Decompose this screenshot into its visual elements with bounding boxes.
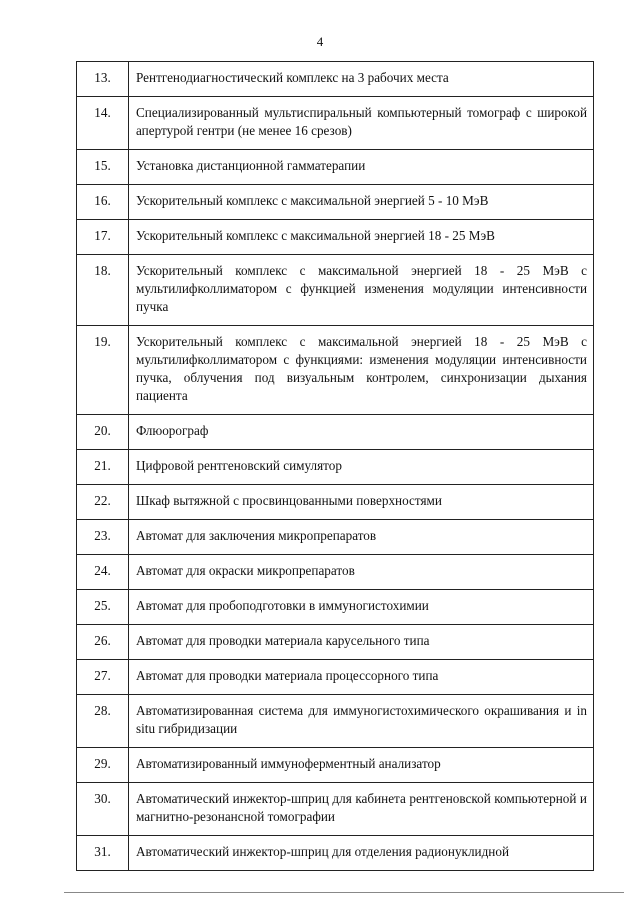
row-text: Автомат для пробоподготовки в иммуногистохимии — [129, 590, 594, 625]
row-number: 28. — [77, 695, 129, 748]
table-row — [77, 255, 594, 326]
table-row — [77, 62, 594, 97]
row-number: 20. — [77, 415, 129, 450]
row-number: 18. — [77, 255, 129, 326]
row-text: Автоматический инжектор-шприц для кабинета рентгеновской компьютерной и магнитно-резонансной томографии — [129, 783, 594, 836]
row-number: 13. — [77, 62, 129, 97]
table-row — [77, 150, 594, 185]
row-number: 30. — [77, 783, 129, 836]
table-row — [77, 836, 594, 871]
table-row — [77, 520, 594, 555]
equipment-table — [76, 61, 594, 871]
table-row — [77, 450, 594, 485]
bottom-rule — [64, 892, 624, 893]
row-text: Ускорительный комплекс с максимальной энергией 18 - 25 МэВ — [129, 220, 594, 255]
table-row — [77, 220, 594, 255]
row-number: 17. — [77, 220, 129, 255]
row-number: 27. — [77, 660, 129, 695]
row-number: 31. — [77, 836, 129, 871]
row-text: Автомат для окраски микропрепаратов — [129, 555, 594, 590]
table-row — [77, 695, 594, 748]
row-text: Установка дистанционной гамматерапии — [129, 150, 594, 185]
row-text: Ускорительный комплекс с максимальной энергией 18 - 25 МэВ с мультилифколлиматором с функцией изменения модуляции интенсивности пучка — [129, 255, 594, 326]
row-number: 16. — [77, 185, 129, 220]
table-row — [77, 783, 594, 836]
row-text: Ускорительный комплекс с максимальной энергией 5 - 10 МэВ — [129, 185, 594, 220]
row-number: 23. — [77, 520, 129, 555]
table-row — [77, 660, 594, 695]
row-text: Флюорограф — [129, 415, 594, 450]
row-text: Специализированный мультиспиральный компьютерный томограф с широкой апертурой гентри (не менее 16 срезов) — [129, 97, 594, 150]
row-text: Автомат для проводки материала процессорного типа — [129, 660, 594, 695]
table-row — [77, 625, 594, 660]
table-row — [77, 326, 594, 415]
table-row — [77, 748, 594, 783]
table-row — [77, 590, 594, 625]
row-text: Рентгенодиагностический комплекс на 3 рабочих места — [129, 62, 594, 97]
row-number: 24. — [77, 555, 129, 590]
row-text: Автоматический инжектор-шприц для отделения радионуклидной — [129, 836, 594, 871]
page-number: 4 — [316, 34, 324, 49]
row-number: 25. — [77, 590, 129, 625]
row-number: 15. — [77, 150, 129, 185]
table-row — [77, 415, 594, 450]
row-text: Автомат для проводки материала карусельного типа — [129, 625, 594, 660]
row-text: Ускорительный комплекс с максимальной энергией 18 - 25 МэВ с мультилифколлиматором с функциями: изменения модуляции интенсивности пучка, облучения под визуальным контролем, синхронизации дыхания пациента — [129, 326, 594, 415]
row-text: Автоматизированный иммуноферментный анализатор — [129, 748, 594, 783]
table-row — [77, 97, 594, 150]
row-number: 19. — [77, 326, 129, 415]
table-row — [77, 485, 594, 520]
row-text: Автоматизированная система для иммуногистохимического окрашивания и in situ гибридизации — [129, 695, 594, 748]
table-row — [77, 185, 594, 220]
row-text: Автомат для заключения микропрепаратов — [129, 520, 594, 555]
row-text: Шкаф вытяжной с просвинцованными поверхностями — [129, 485, 594, 520]
row-text: Цифровой рентгеновский симулятор — [129, 450, 594, 485]
row-number: 21. — [77, 450, 129, 485]
row-number: 26. — [77, 625, 129, 660]
row-number: 29. — [77, 748, 129, 783]
table-row — [77, 555, 594, 590]
row-number: 22. — [77, 485, 129, 520]
row-number: 14. — [77, 97, 129, 150]
